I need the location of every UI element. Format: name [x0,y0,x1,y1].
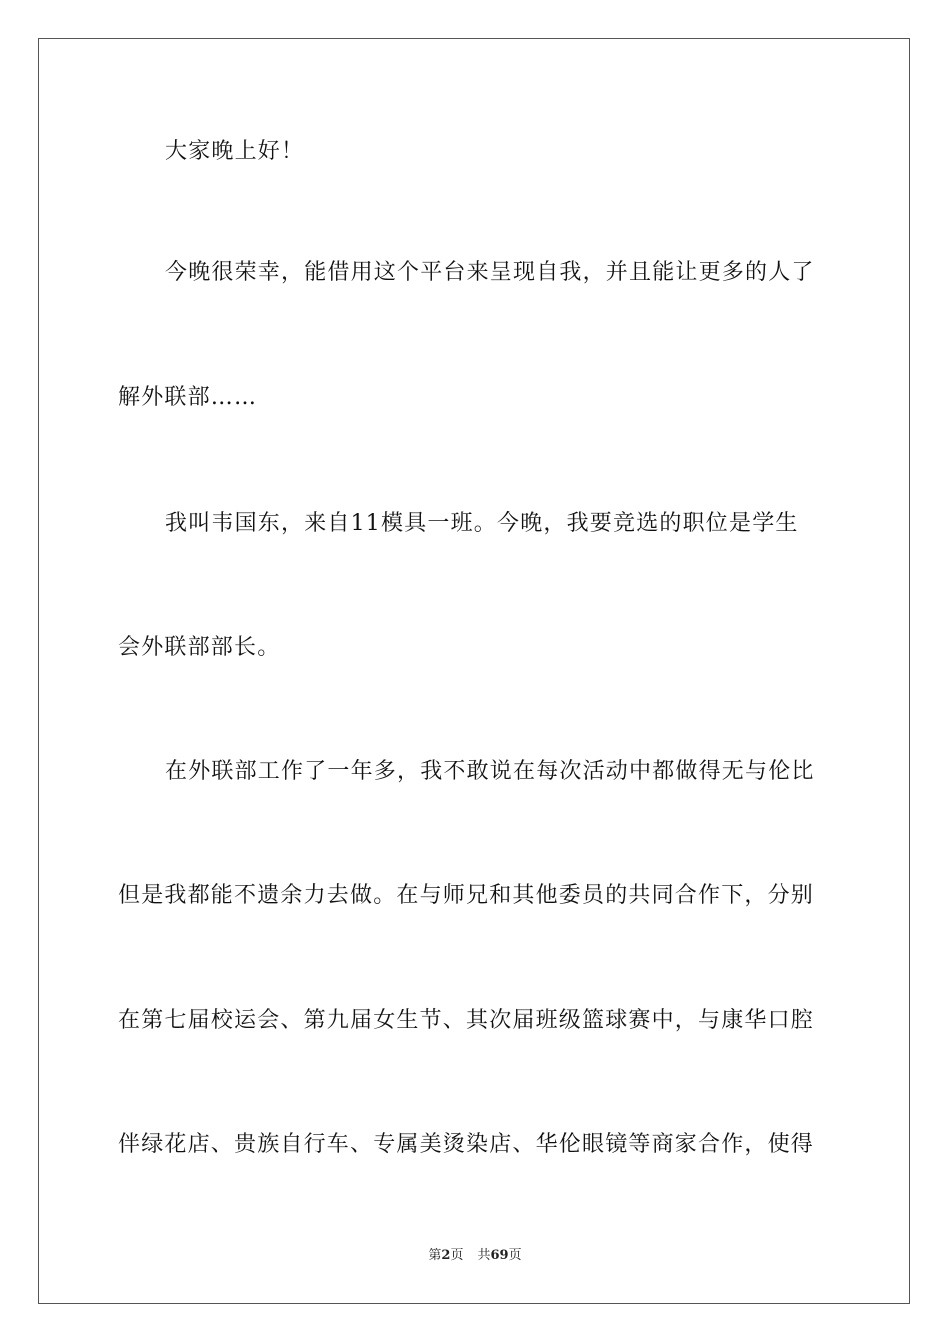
paragraph-1-line-2: 解外联部…… [118,385,258,410]
greeting-line: 大家晚上好！ [165,139,305,164]
footer-total-suffix: 页 [508,1248,522,1263]
paragraph-2-line-1: 我叫韦国东，来自11模具一班。今晚，我要竞选的职位是学生 [165,511,799,536]
paragraph-3-line-4: 伴绿花店、贵族自行车、专属美烫染店、华伦眼镜等商家合作，使得 [118,1132,815,1157]
page-footer [0,1247,950,1265]
footer-page-prefix: 第 [428,1248,442,1263]
page-border [38,38,910,1304]
paragraph-3-line-1: 在外联部工作了一年多，我不敢说在每次活动中都做得无与伦比 [165,759,815,784]
footer-page-number: 2 [441,1248,451,1263]
footer-total-pages: 69 [490,1248,509,1263]
paragraph-2-line-2: 会外联部部长。 [118,635,281,660]
paragraph-1-line-1: 今晚很荣幸，能借用这个平台来呈现自我，并且能让更多的人了 [165,260,815,285]
paragraph-3-line-3: 在第七届校运会、第九届女生节、其次届班级篮球赛中，与康华口腔 [118,1008,815,1033]
footer-page-suffix: 页 [450,1248,464,1263]
footer-total-prefix: 共 [477,1248,491,1263]
paragraph-3-line-2: 但是我都能不遗余力去做。在与师兄和其他委员的共同合作下，分别 [118,883,815,908]
